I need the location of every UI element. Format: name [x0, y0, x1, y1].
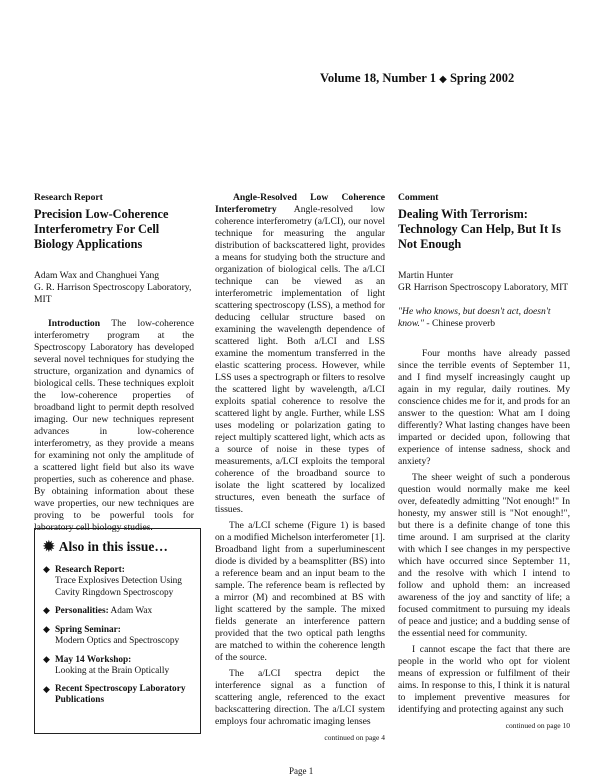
continued-note: continued on page 4	[324, 733, 385, 742]
epigraph	[398, 306, 570, 330]
intro-paragraph	[34, 318, 194, 534]
sidebar-item-label: Personalities:	[55, 606, 109, 616]
sidebar-item	[43, 654, 192, 678]
sidebar-title-text: Also in this issue…	[58, 539, 168, 554]
column-alci	[215, 192, 385, 744]
intro-runin: Introduction	[48, 318, 101, 329]
alci-paragraph-1	[215, 192, 385, 516]
section-kicker: Research Report	[34, 192, 103, 203]
sidebar-item-detail: Trace Explosives Detection Using Cavity Ringdown Spectroscopy	[55, 576, 182, 598]
affiliation: G. R. Harrison Spectroscopy Laboratory, MIT	[34, 282, 192, 305]
sidebar-item-detail: Adam Wax	[108, 606, 153, 616]
page-number: Page 1	[289, 766, 314, 776]
author: Martin Hunter	[398, 270, 454, 281]
sidebar-item-label: May 14 Workshop:	[55, 654, 132, 665]
epigraph-source: - Chinese proverb	[423, 318, 496, 329]
sidebar-item-label: Research Report:	[55, 564, 125, 575]
article-headline: Precision Low-Coherence Interferometry For Cell Biology Applications	[34, 207, 169, 251]
issue-number: Volume 18, Number 1	[320, 71, 436, 85]
also-in-this-issue-box	[34, 528, 201, 734]
intro-text: The low-coherence interferometry program at the Spectroscopy Laboratory has developed several novel techniques for studying the structure, organization and dynamics of biological cells. These techniques exploit the low-coherence properties of broadband light to permit depth resolved imaging. Our new techniques represent advances in low-coherence interferometry, as they provide a means for examining not only the amplitude of a scattered light field but also its wave properties, such as coherence and phase. By obtaining information about these wave properties, our new techniques are proving to be powerful tools for laboratory cell biology studies.	[34, 318, 194, 533]
comment-paragraph-1: Four months have already passed since the terrible events of September 11, and I find myself increasingly caught up again in my regular, daily routines. My conscience chides me for it, and prods for an answer to the question: What am I doing differently? What lasting changes have been imparted or decided upon, following that experience of intense sadness, shock and anxiety?	[398, 348, 570, 467]
continued-note: continued on page 10	[505, 721, 570, 730]
sidebar-item	[43, 624, 192, 648]
sidebar-item	[43, 564, 192, 600]
column-research-report	[34, 192, 194, 538]
diamond-bullet-icon: ◆	[43, 653, 50, 664]
diamond-icon: ◆	[439, 74, 447, 85]
issue-line	[320, 71, 514, 86]
sidebar-item-label: Spring Seminar:	[55, 624, 121, 635]
alci-paragraph-2: The a/LCI scheme (Figure 1) is based on a modified Michelson interferometer [1]. Broadband light from a superluminescent diode is divided by a beamsplitter (BS) into a reference beam and an input beam to the sample. The reference beam is reflected by a mirror (M) and recombined at BS with light scattered by the sample. The mixed fields generate an interference pattern provided that the two optical path lengths are matched to within the coherence length of the source.	[215, 520, 385, 663]
diamond-bullet-icon: ◆	[43, 623, 50, 634]
comment-paragraph-2: The sheer weight of such a ponderous question would normally make me keel over, defeatedly admitting "Not enough!" In honesty, my answer still is "Not enough!", but there is a definite change of tone this time around. I am surprised at the clarity with which I see changes in my perspective which have occurred since September 11, and the resolve with which I intend to follow and uphold them: an increased awareness of the joy and sanctity of life; a focused commitment to pursuing my ideals of peace and justice; and a budding sense of the essential need for community.	[398, 472, 570, 639]
section-kicker: Comment	[398, 192, 439, 203]
sidebar-title	[43, 541, 192, 554]
byline	[34, 270, 194, 306]
diamond-bullet-icon: ◆	[43, 563, 50, 574]
byline	[398, 270, 570, 294]
column-comment	[398, 192, 570, 732]
alci-text-1: Angle-resolved low coherence interferometry (a/LCI), our novel technique for measuring the angular distribution of backscattered light, provides a means for studying both the structure and organization of biological cells. The a/LCI technique can be viewed as an interferometric implementation of light scattering spectroscopy (LSS), a method for deducing cellular structure based on examining the wavelength dependence of scattered light. Both a/LCI and LSS examine the momentum transferred in the elastic scattering process. However, while LSS uses a spectrograph or filters to resolve the scattered light by wavelength, a/LCI exploits spatial coherence to resolve the scattered light by angle. Further, while LSS uses modeling or polarization gating to reject multiply scattered light, which acts as a source of noise in these types of measurements, a/LCI exploits the temporal coherence of the broadband source to isolate the light scattered by localized structures, even beneath the surface of tissues.	[215, 204, 385, 515]
alci-paragraph-3: The a/LCI spectra depict the interference signal as a function of scattering angle, referenced to the exact backscattering direction. The a/LCI system employs four achromatic imaging lenses	[215, 668, 385, 727]
epigraph-quote: "He who knows, but doesn't act, doesn't know."	[398, 306, 551, 329]
comment-paragraph-3: I cannot escape the fact that there are people in the world who opt for violent means of expression or fulfilment of their aims. In response to this, I think it is natural to implement preventive measures for identifying and protecting against any such	[398, 644, 570, 715]
article-headline: Dealing With Terrorism: Technology Can Help, But It Is Not Enough	[398, 207, 561, 251]
authors: Adam Wax and Changhuei Yang	[34, 270, 160, 281]
diamond-bullet-icon: ◆	[43, 683, 50, 694]
sidebar-item-detail: Modern Optics and Spectroscopy	[55, 636, 180, 646]
sidebar-item-detail: Looking at the Brain Optically	[55, 666, 170, 676]
sidebar-item	[43, 605, 192, 618]
sidebar-item-label: Recent Spectroscopy Laboratory Publications	[55, 683, 186, 705]
sidebar-item	[43, 684, 192, 707]
affiliation: GR Harrison Spectroscopy Laboratory, MIT	[398, 282, 569, 293]
alci-runin: Angle-Resolved Low Coherence Interferometry	[215, 192, 385, 215]
diamond-bullet-icon: ◆	[43, 605, 50, 615]
star-icon: ✹	[43, 540, 55, 555]
issue-season: Spring 2002	[449, 71, 515, 85]
